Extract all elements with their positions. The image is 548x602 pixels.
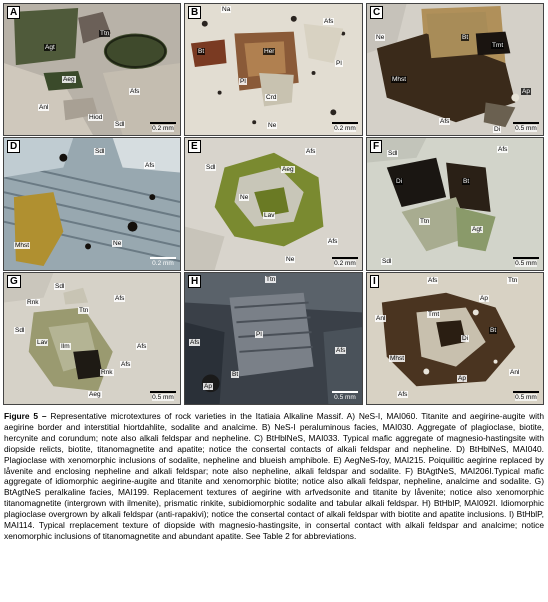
mineral-label: Tmt xyxy=(492,42,504,49)
panel-letter: C xyxy=(370,6,383,19)
mineral-label: Ilm xyxy=(61,343,70,350)
mineral-label: Ap xyxy=(480,295,488,302)
panel-i xyxy=(366,272,544,405)
mineral-label: Lav xyxy=(37,339,48,346)
mineral-label: Bt xyxy=(463,178,470,185)
mineral-label: Afs xyxy=(498,146,508,153)
mineral-label: Ne xyxy=(240,194,249,201)
figure-panel-grid xyxy=(3,3,545,405)
mineral-label: Di xyxy=(462,335,469,342)
panel-h xyxy=(184,272,363,405)
mineral-label: Ne xyxy=(268,122,277,129)
mineral-label: Afs xyxy=(324,18,334,25)
mineral-label: Sdl xyxy=(382,258,392,265)
mineral-label: Afs xyxy=(440,118,450,125)
panel-g xyxy=(3,272,181,405)
scale-bar: 0.2 mm xyxy=(150,257,176,267)
panel-letter: A xyxy=(7,6,20,19)
micrograph-e xyxy=(185,138,362,270)
panel-letter: G xyxy=(7,275,21,288)
micrograph-i xyxy=(367,273,543,404)
mineral-label: Sdl xyxy=(388,150,398,157)
mineral-label: Anl xyxy=(510,369,520,376)
scale-bar: 0.5 mm xyxy=(150,391,176,401)
mineral-label: Anl xyxy=(376,315,386,322)
mineral-label: Aeg xyxy=(282,166,294,173)
mineral-label: Afs xyxy=(190,339,200,346)
mineral-label: Rnk xyxy=(27,299,39,306)
scale-bar: 0.5 mm xyxy=(513,257,539,267)
panel-a xyxy=(3,3,181,136)
mineral-label: Afs xyxy=(121,361,131,368)
mineral-label: Agt xyxy=(45,44,55,51)
mineral-label: Bt xyxy=(198,48,205,55)
mineral-label: Bt xyxy=(462,34,469,41)
mineral-label: Ttn xyxy=(420,218,430,225)
scale-bar: 0.5 mm xyxy=(513,391,539,401)
mineral-label: Ttn xyxy=(79,307,89,314)
mineral-label: Mhst xyxy=(392,76,407,83)
scale-bar: 0.2 mm xyxy=(150,122,176,132)
mineral-label: Pl xyxy=(336,60,342,67)
panel-letter: I xyxy=(370,275,379,288)
panel-b xyxy=(184,3,363,136)
mineral-label: Lav xyxy=(264,212,275,219)
mineral-label: Afs xyxy=(328,238,338,245)
mineral-label: Na xyxy=(222,6,231,13)
mineral-label: Pl xyxy=(240,78,246,85)
mineral-label: Ne xyxy=(113,240,122,247)
mineral-label: Tmt xyxy=(428,311,440,318)
panel-letter: H xyxy=(188,275,201,288)
scale-bar: 0.2 mm xyxy=(332,257,358,267)
mineral-label: Ap xyxy=(522,88,530,95)
mineral-label: Sdl xyxy=(95,148,105,155)
mineral-label: Crd xyxy=(266,94,277,101)
panel-letter: F xyxy=(370,140,382,153)
mineral-label: Ap xyxy=(204,383,212,390)
micrograph-c xyxy=(367,4,543,135)
mineral-label: Hiod xyxy=(89,114,103,121)
panel-c xyxy=(366,3,544,136)
mineral-label: Mhst xyxy=(390,355,405,362)
mineral-label: Ttn xyxy=(508,277,518,284)
mineral-label: Afs xyxy=(130,88,140,95)
mineral-label: Afs xyxy=(115,295,125,302)
panel-f xyxy=(366,137,544,271)
mineral-label: Rnk xyxy=(101,369,113,376)
figure-label: Figure 5 – xyxy=(4,411,47,421)
mineral-label: Sdl xyxy=(206,164,216,171)
scale-bar: 0.5 mm xyxy=(513,122,539,132)
mineral-label: Sdl xyxy=(55,283,65,290)
micrograph-b xyxy=(185,4,362,135)
mineral-label: Afs xyxy=(306,148,316,155)
mineral-label: Agt xyxy=(472,226,482,233)
mineral-label: Afs xyxy=(398,391,408,398)
mineral-label: Pl xyxy=(256,331,262,338)
mineral-label: Aeg xyxy=(89,391,101,398)
mineral-label: Ne xyxy=(376,34,385,41)
mineral-label: Bt xyxy=(232,371,239,378)
mineral-label: Ne xyxy=(286,256,295,263)
panel-letter: D xyxy=(7,140,20,153)
mineral-label: Ttn xyxy=(100,30,110,37)
micrograph-g xyxy=(4,273,180,404)
mineral-label: Aeg xyxy=(63,76,75,83)
mineral-label: Sdl xyxy=(115,121,125,128)
mineral-label: Afs xyxy=(336,347,346,354)
panel-e xyxy=(184,137,363,271)
mineral-label: Anl xyxy=(39,104,49,111)
mineral-label: Mhst xyxy=(15,242,30,249)
mineral-label: Ttn xyxy=(266,276,276,283)
panel-d xyxy=(3,137,181,271)
scale-bar: 0.2 mm xyxy=(332,122,358,132)
caption-text: Representative microtextures of rock varieties in the Itatiaia Alkaline Massif. A) NeS-I, MAI060. Titanite and aegirine-augite with aegirine border and interstitial hiortdahlite, sodalite and analcime. B) NeS-I peraluminous facies, MAI030. Aggregate of plagioclase, biotite, hercynite and corundum; note also alkali feldspar and nepheline. C) BtHblNeS, MAI033. Typical mafic aggregate of magnesio-hastingsite with diopside relicts, biotite, titanomagnetite and apatite; notice the consertal contacts of alkali feldspar and nepheline. D) BtHblNeS, MAI040. Plagioclase with xenomorphic inclusions of sodalite, nepheline and blueish amphibole. E) AegNeS-foy, MAI215. Poiquilitic aegirine replaced by låvenite and enclosing nepheline and alkali feldspar; note also nepheline, alkali feldspar and sodalite. F) BtAgtNeS, MAI206I.Typical mafic aggregate of idiomorphic aegirine-augite and titanite and xenomorphic biotite; notice also alkali feldspar, nepheline, analcime and sodalite. G) BtAgtNeS peralkaline facies, MAI199. Replacement textures of aegirine with arfvedsonite and titanite by låvenite; notice also xenomorphic titanomagnetite (intergrown with ilmenite), prismatic rinkite, subidiomorphic sodalite and tabular alkali feldspar. H) BtHblP, MAI092I. Idiomorphic plagioclase overgrown by alkali feldspar (anti-rapakivi); notice the consertal contact of alkali feldspar with biotite and apatite inclusions. I) BtHblP, MAI114. Typical rreplacement texture of diopside with magnesio-hastingsite, in consertal contact with alkali feldspar and analcime; notice xenomorphic inclusions of titanomagnetite and abundant apatite. See Table 2 for abbreviations. xyxy=(4,411,545,541)
mineral-label: Afs xyxy=(145,162,155,169)
figure-caption xyxy=(4,411,544,542)
mineral-label: Di xyxy=(396,178,403,185)
mineral-label: Her xyxy=(264,48,275,55)
mineral-label: Di xyxy=(494,126,501,133)
scale-bar: 0.5 mm xyxy=(332,391,358,401)
panel-letter: B xyxy=(188,6,201,19)
panel-letter: E xyxy=(188,140,201,153)
mineral-label: Afs xyxy=(137,343,147,350)
mineral-label: Afs xyxy=(428,277,438,284)
micrograph-f xyxy=(367,138,543,270)
micrograph-d xyxy=(4,138,180,270)
mineral-label: Bt xyxy=(490,327,497,334)
mineral-label: Ap xyxy=(458,375,466,382)
mineral-label: Sdl xyxy=(15,327,25,334)
